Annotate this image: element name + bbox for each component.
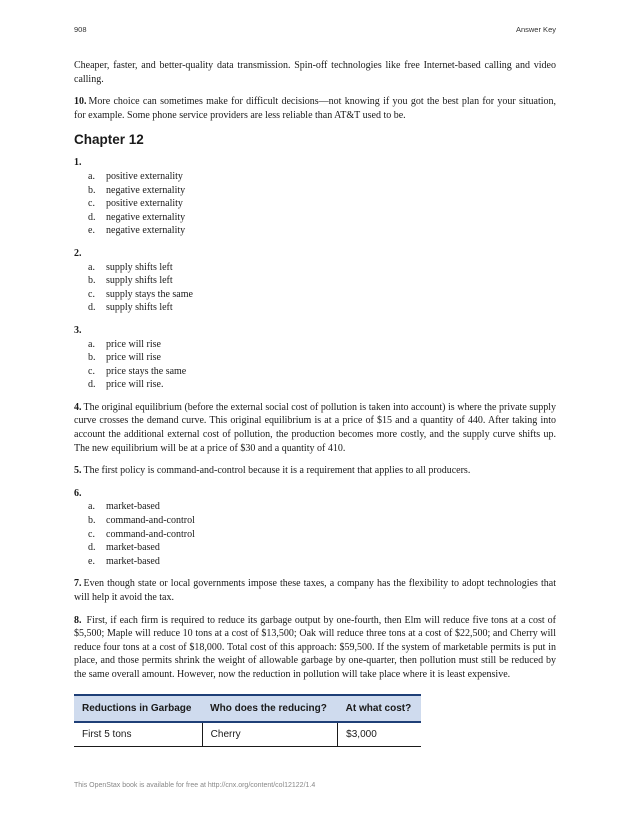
running-header: Answer Key [515,25,556,34]
list-item [74,274,556,288]
list-letter: b. [88,184,96,196]
answer-4 [74,401,556,455]
column-header: At what cost? [338,695,421,722]
garbage-reduction-table [74,694,421,747]
list-letter: d. [88,302,96,314]
list-item-text: positive externality [106,198,183,210]
answer-text: First, if each firm is required to reduce its garbage output by one-fourth, then Elm will reduce five tons at a cost of $5,500; Maple will reduce 10 tons at a cost of $13,500; Oak will reduce three tons at a cost of $22,500; and Cherry will reduce four tons at a cost of $18,000. Total cost of this approach: $59,500. If the system of marketable permits is put in place, and those permits shrink the weight of allowable garbage by one-quarter, then pollution must still be reduced by the same overall amount. However, now the reduction in pollution will take place where it is least expensive. [74,614,556,680]
answer-number: 2. [74,247,82,259]
list-letter: b. [88,515,96,527]
list-item-text: positive externality [106,170,183,182]
list-item-text: supply shifts left [106,261,173,273]
table-cell: First 5 tons [74,722,202,747]
list-item-text: price will rise. [106,379,164,391]
answer-number: 8. [74,614,82,626]
list-letter: e. [88,225,95,237]
answer-number: 10. [74,96,87,108]
answer-text: The first policy is command-and-control because it is a requirement that applies to all producers. [83,465,471,477]
list-letter: c. [88,198,95,210]
list-letter: b. [88,352,96,364]
answer-7 [74,577,556,604]
list-item [74,170,556,184]
list-item-text: price will rise [106,338,161,350]
list-item [74,261,556,275]
answer-number: 3. [74,324,82,336]
table-cell: Cherry [202,722,338,747]
list-item-text: price will rise [106,352,161,364]
list-letter: d. [88,211,96,223]
list-item-text: price stays the same [106,365,187,377]
list-letter: b. [88,275,96,287]
list-letter: d. [88,542,96,554]
list-item-text: market-based [106,501,160,513]
answer-text: Even though state or local governments impose these taxes, a company has the flexibility to adopt technologies that will help it avoid the tax. [74,578,556,603]
table-header-row [74,695,421,722]
list-item [74,365,556,379]
list-item-text: command-and-control [106,528,195,540]
answer-number: 5. [74,465,82,477]
list-item [74,500,556,514]
answer-list-1 [74,170,556,238]
list-item-text: market-based [106,542,160,554]
list-item-text: negative externality [106,184,186,196]
list-letter: e. [88,555,95,567]
answer-number: 4. [74,401,82,413]
table-row [74,722,421,747]
list-item-text: negative externality [106,211,186,223]
answer-list-6 [74,500,556,568]
list-item-text: supply shifts left [106,302,173,314]
list-letter: a. [88,501,95,513]
list-item [74,378,556,392]
page-number: 908 [74,25,87,34]
list-letter: c. [88,288,95,300]
list-item [74,555,556,569]
list-letter: d. [88,379,96,391]
page-footer: This OpenStax book is available for free at http://cnx.org/content/col12122/1.4 [74,782,316,789]
answer-number: 6. [74,487,82,499]
list-letter: a. [88,170,95,182]
column-header: Who does the reducing? [202,695,338,722]
table-cell: $3,000 [338,722,421,747]
answer-number: 1. [74,157,82,169]
list-item [74,301,556,315]
list-item [74,211,556,225]
answer-10 [74,95,556,122]
chapter-title: Chapter 12 [74,132,144,148]
list-item [74,197,556,211]
list-item [74,184,556,198]
answer-text: More choice can sometimes make for difficult decisions—not knowing if you got the best plan for your situation, for example. Some phone service providers are less reliable than AT&T used to be. [74,96,556,121]
answer-list-3 [74,338,556,392]
list-item-text: supply shifts left [106,275,173,287]
list-item [74,351,556,365]
list-letter: c. [88,528,95,540]
list-item [74,288,556,302]
list-letter: c. [88,365,95,377]
list-item-text: negative externality [106,225,186,237]
answer-text: The original equilibrium (before the external social cost of pollution is taken into account) is where the private supply curve crosses the demand curve. This original equilibrium is at a price of $15 and a quantity of 440. After taking into account the additional external cost of pollution, the production becomes more costly, and the supply curve shifts up. The new equilibrium will be at a price of $30 and a quantity of 410. [74,401,556,454]
list-item [74,224,556,238]
list-item-text: supply stays the same [106,288,193,300]
list-item [74,528,556,542]
list-item [74,514,556,528]
list-item-text: command-and-control [106,515,195,527]
list-item [74,338,556,352]
answer-8 [74,614,556,682]
answer-list-2 [74,261,556,315]
answer-5 [74,464,556,478]
column-header: Reductions in Garbage [74,695,202,722]
list-item [74,541,556,555]
answer-number: 7. [74,578,82,590]
answer-key-content [74,59,556,747]
list-letter: a. [88,338,95,350]
list-item-text: market-based [106,555,160,567]
intro-paragraph: Cheaper, faster, and better-quality data transmission. Spin-off technologies like free Internet-based calling and video calling. [74,60,556,85]
list-letter: a. [88,261,95,273]
